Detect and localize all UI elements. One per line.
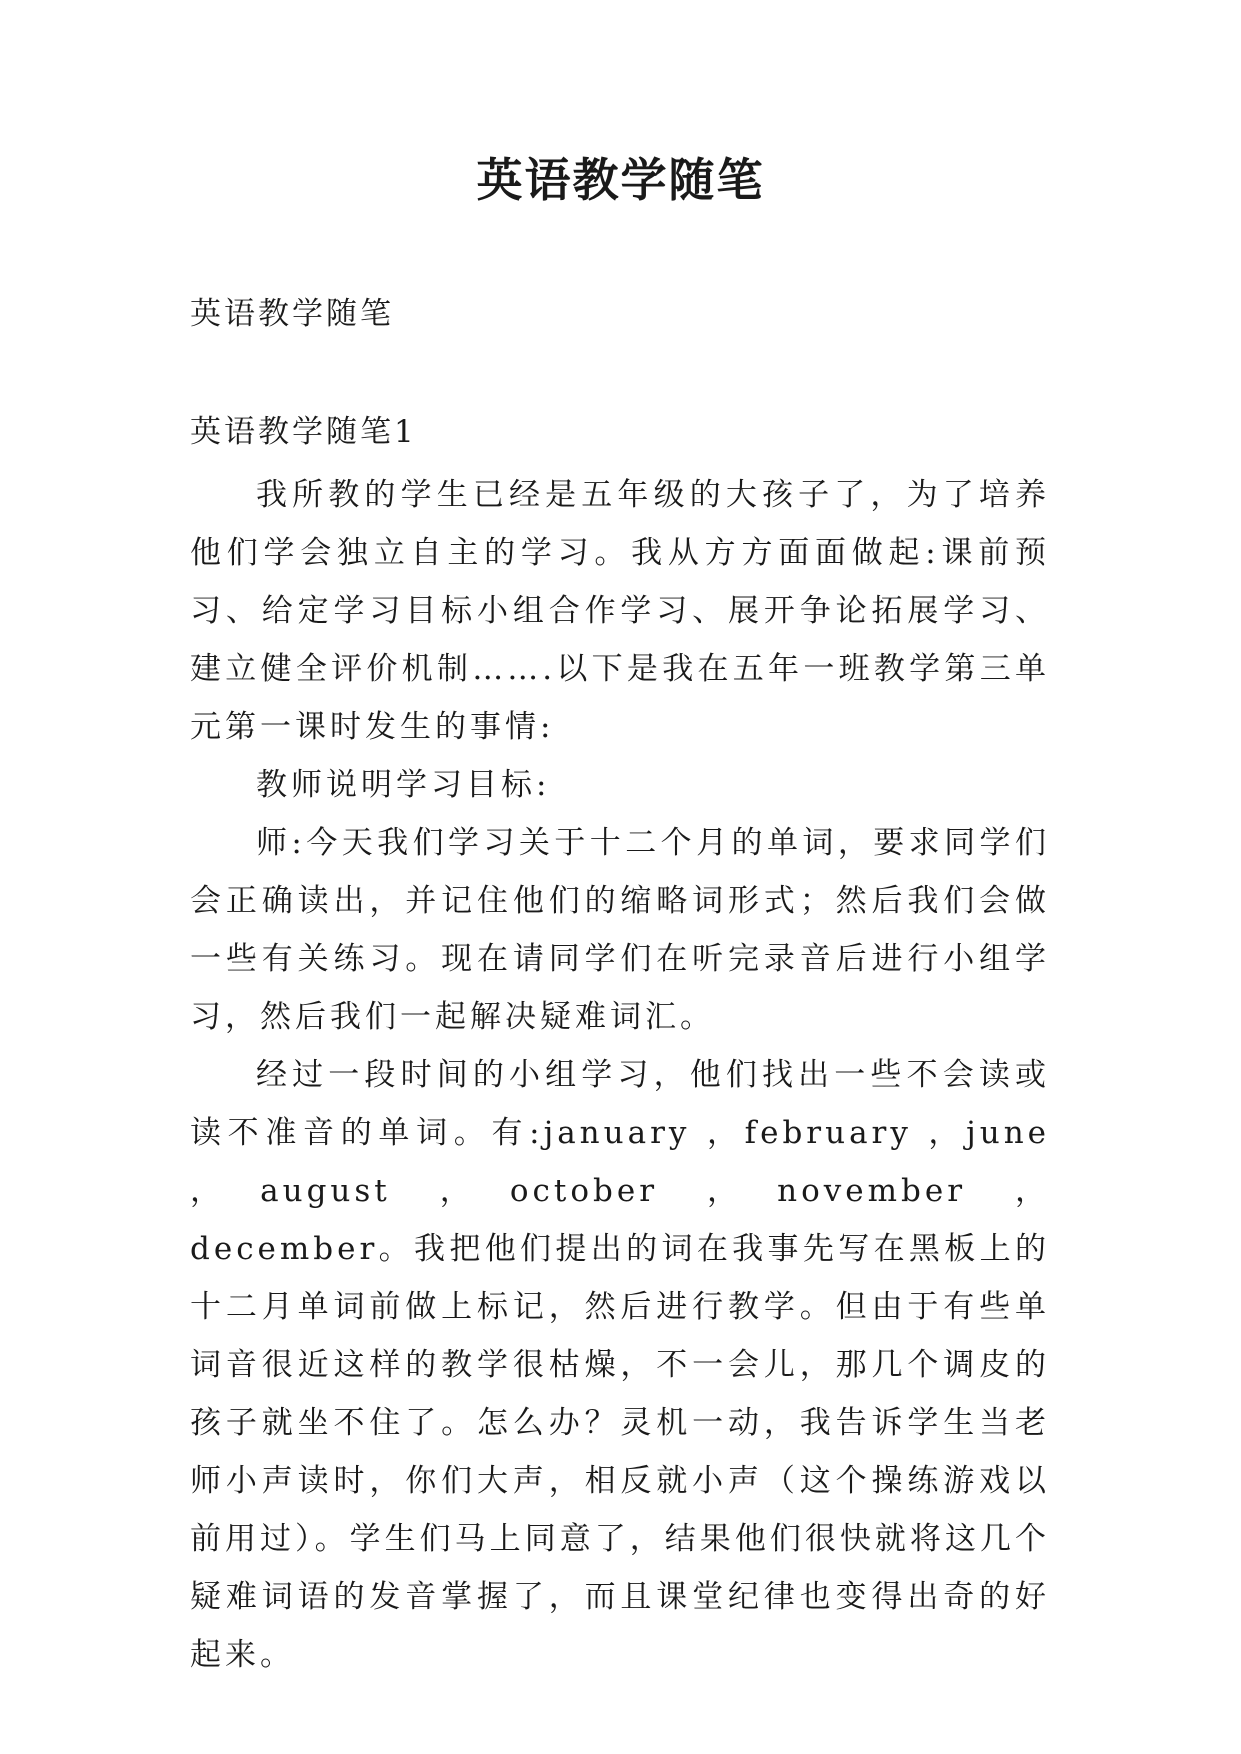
paragraph: 经过一段时间的小组学习，他们找出一些不会读或读不准音的单词。有:january ，february ，june ，august ，october ，november ，december。我把他们提出的词在我事先写在黑板上的十二月单词前做上标记，然后进行教学。但由于有些单词音很近这样的教学很枯燥，不一会儿，那几个调皮的孩子就坐不住了。怎么办？灵机一动，我告诉学生当老师小声读时，你们大声，相反就小声（这个操练游戏以前用过）。学生们马上同意了，结果他们很快就将这几个疑难词语的发音掌握了，而且课堂纪律也变得出奇的好起来。 [190, 1057, 1050, 1673]
paragraph: 教师说明学习目标: [256, 767, 551, 803]
document-title: 英语教学随笔 [476, 153, 765, 207]
document-body [190, 466, 1050, 1684]
document-subtitle: 英语教学随笔 [190, 296, 394, 332]
paragraph: 师:今天我们学习关于十二个月的单词，要求同学们会正确读出，并记住他们的缩略词形式；然后我们会做一些有关练习。现在请同学们在听完录音后进行小组学习，然后我们一起解决疑难词汇。 [190, 825, 1050, 1035]
paragraph: 我所教的学生已经是五年级的大孩子了，为了培养他们学会独立自主的学习。我从方方面面做起:课前预习、给定学习目标小组合作学习、展开争论拓展学习、建立健全评价机制…….以下是我在五年一班教学第三单元第一课时发生的事情: [190, 477, 1050, 745]
section-heading: 英语教学随笔1 [190, 414, 417, 450]
